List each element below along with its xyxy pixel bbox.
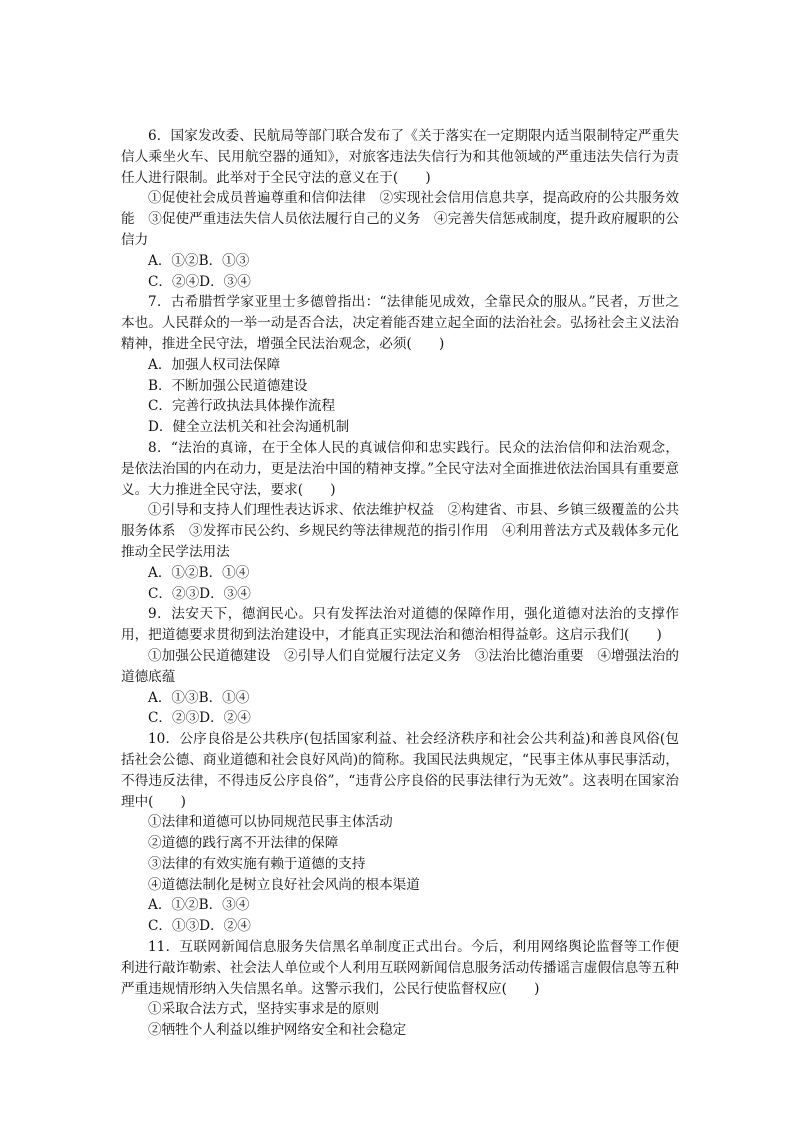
question-11 [121, 937, 679, 1041]
question-stem: 11．互联网新闻信息服务失信黑名单制度正式出台。今后，利用网络舆论监督等工作便利进行敲诈勒索、社会法人单位或个人利用互联网新闻信息服务活动传播谣言虚假信息等五种严重违规情形纳入失信黑名单。这警示我们，公民行使监督权应( ) [121, 939, 679, 997]
exam-page [121, 126, 679, 1041]
answer-options: C．②④D．③④ [148, 273, 251, 290]
question-stem: 10．公序良俗是公共秩序(包括国家利益、社会经济秩序和社会公共利益)和善良风俗(包括社会公德、商业道德和社会良好风尚)的简称。我国民法典规定，“民事主体从事民事活动，不得违反法律，不得违反公序良俗”，“违背公序良俗的民事法律行为无效”。这表明在国家治理中( ) [121, 731, 679, 810]
question-stem: 6．国家发改委、民航局等部门联合发布了《关于落实在一定期限内适当限制特定严重失信人乘坐火车、民用航空器的通知》，对旅客违法失信行为和其他领域的严重违法失信行为责任人进行限制。此举对于全民守法的意义在于( ) [121, 128, 679, 186]
question-stem: 7．古希腊哲学家亚里士多德曾指出：“法律能见成效，全靠民众的服从。”民者，万世之本也。人民群众的一举一动是否合法，决定着能否建立起全面的法治社会。弘扬社会主义法治精神，推进全民守法，增强全民法治观念，必须( ) [121, 294, 679, 352]
answer-options: C．②③D．③④ [148, 585, 251, 602]
answer-options: C．②③D．②④ [148, 710, 251, 727]
statement-line: ②牺牲个人利益以维护网络安全和社会稳定 [148, 1022, 407, 1039]
question-10 [121, 729, 679, 937]
answer-option: C．完善行政执法具体操作流程 [148, 398, 336, 415]
question-statements: ①促使社会成员普遍尊重和信仰法律 ②实现社会信用信息共享，提高政府的公共服务效能 ③促使严重违法失信人员依法履行自己的义务 ④完善失信惩戒制度，提升政府履职的公信力 [121, 190, 679, 248]
question-stem: 9．法安天下，德润民心。只有发挥法治对道德的保障作用，强化道德对法治的支撑作用，把道德要求贯彻到法治建设中，才能真正实现法治和德治相得益彰。这启示我们( ) [121, 606, 679, 644]
question-7 [121, 292, 679, 438]
answer-options: A．①③B．①④ [148, 689, 250, 706]
question-8 [121, 438, 679, 604]
statement-line: ①采取合法方式，坚持实事求是的原则 [148, 1001, 380, 1018]
answer-options: A．①②B．③④ [148, 897, 250, 914]
answer-option: A．加强人权司法保障 [148, 356, 281, 373]
answer-option: D．健全立法机关和社会沟通机制 [148, 419, 350, 436]
statement-line: ③法律的有效实施有赖于道德的支持 [148, 855, 366, 872]
question-statements: ①引导和支持人们理性表达诉求、依法维护权益 ②构建省、市县、乡镇三级覆盖的公共服务体系 ③发挥市民公约、乡规民约等法律规范的指引作用 ④利用普法方式及载体多元化推动全民学法用法 [121, 502, 679, 560]
question-9 [121, 604, 679, 729]
answer-options: C．①③D．②④ [148, 918, 251, 935]
statement-line: ④道德法制化是树立良好社会风尚的根本渠道 [148, 876, 420, 893]
question-6 [121, 126, 679, 292]
statement-line: ②道德的践行离不开法律的保障 [148, 835, 339, 852]
question-stem: 8．“法治的真谛，在于全体人民的真诚信仰和忠实践行。民众的法治信仰和法治观念，是依法治国的内在动力，更是法治中国的精神支撑。”全民守法对全面推进依法治国具有重要意义。大力推进全民守法，要求( ) [121, 439, 679, 498]
answer-option: B．不断加强公民道德建设 [148, 377, 308, 394]
answer-options: A．①②B．①③ [148, 252, 250, 269]
statement-line: ①法律和道德可以协同规范民事主体活动 [148, 814, 393, 831]
question-statements: ①加强公民道德建设 ②引导人们自觉履行法定义务 ③法治比德治重要 ④增强法治的道德底蕴 [121, 647, 679, 685]
answer-options: A．①②B．①④ [148, 564, 250, 581]
